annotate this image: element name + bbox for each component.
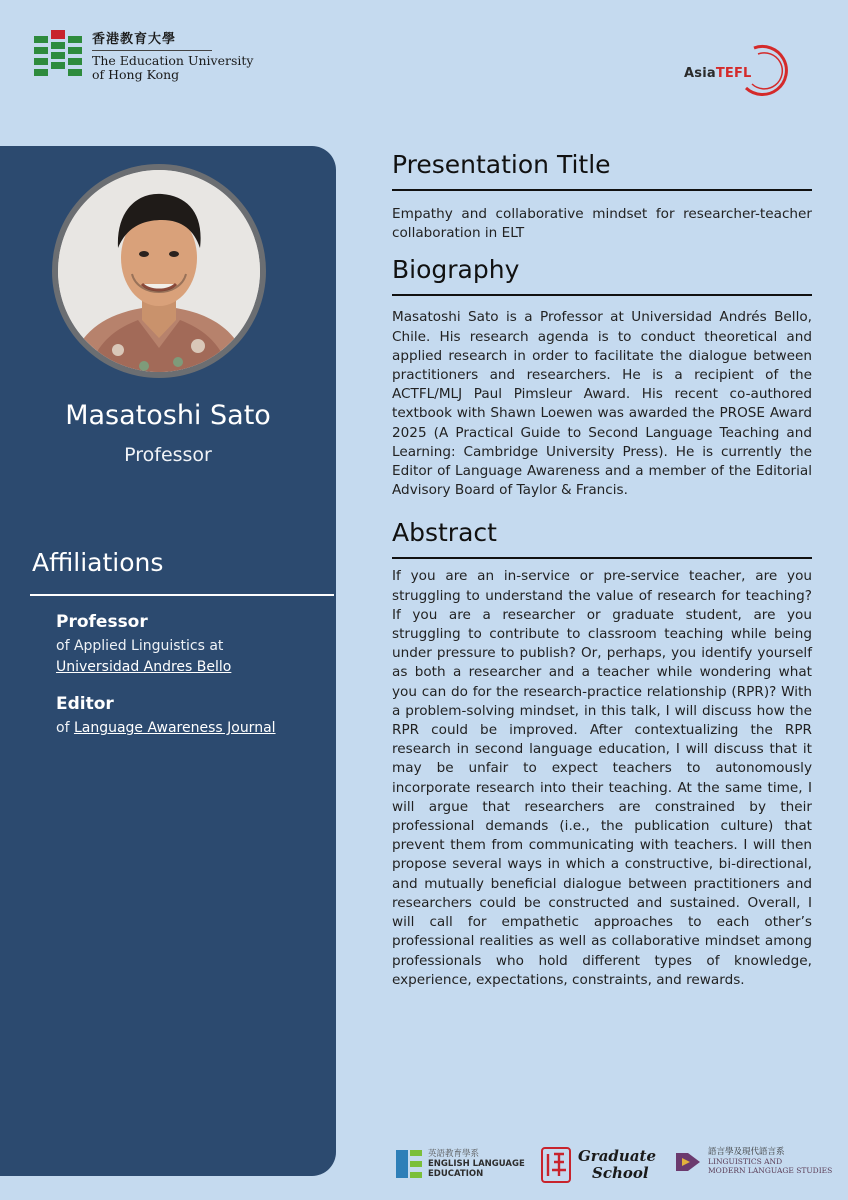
biography-text: Masatoshi Sato is a Professor at Universidad Andrés Bello, Chile. His research agenda is to conduct theoretical and applied research in order to facilitate the dialogue between practitioners and researchers. He is a recipient of the ACTFL/MLJ Paul Pimsleur Award. His recent co-authored textbook with Shawn Loewen was awarded the PROSE Award 2025 (A Practical Guide to Second Language Teaching and Learning: Cambridge University Press). He is currently the Editor of Language Awareness and a member of the Editorial Advisory Board of Taylor & Francis. [392, 309, 812, 499]
asiatefl-asia-text: Asia [684, 66, 716, 81]
lmls-name-line1: LINGUISTICS AND [708, 1157, 783, 1166]
ele-emblem-icon [396, 1148, 424, 1180]
affiliations-divider [30, 594, 334, 596]
abstract-text: If you are an in-service or pre-service teacher, are you struggling to understand the value of research for teaching? If you are a researcher or graduate student, are you struggling to contribute to classroom teaching while being under pressure to publish? Or, perhaps, you identify yourself as both a researcher and a teacher while wondering what you can do for the research-practice relationship (RPR)? With a problem-solving mindset, in this talk, I will discuss how the RPR could be improved. After contextualizing the RPR research in second language education, I will discuss that it may be unfair to expect teachers to autonomously incorporate research into their teaching. At the same time, I will argue that researchers are constrained by their professional demands (i.e., the publication culture) that prevent them from communicating with teachers. I will then propose several ways in which a constructive, bi-directional, and mutually beneficial dialogue between practitioners and researchers could be constructed and sustained. Overall, I will call for empathetic approaches to each other’s professional realities as well as collaborative mindset among professionals who hold different types of knowledge, experience, expectations, constraints, and rewards. [392, 568, 812, 988]
person-portrait-icon [58, 170, 260, 372]
linguistics-department-logo [674, 1148, 832, 1175]
affiliation-title: Professor [56, 612, 148, 632]
speaker-role: Professor [124, 444, 212, 466]
affiliation-prefix: of Applied Linguistics at [56, 638, 224, 654]
lmls-name-line2: MODERN LANGUAGE STUDIES [708, 1166, 833, 1175]
section-divider [392, 189, 812, 191]
university-name-en-line2: of Hong Kong [92, 67, 180, 82]
speaker-name: Masatoshi Sato [65, 400, 271, 431]
lmls-name-zh: 語言學及現代語言系 [708, 1147, 785, 1157]
affiliation-prefix: of [56, 720, 74, 736]
profile-panel [0, 146, 336, 1176]
asiatefl-logo [684, 40, 804, 96]
university-name-en-line1: The Education University [92, 53, 254, 68]
graduate-school-seal-icon [540, 1146, 572, 1184]
school-text: School [592, 1164, 649, 1182]
affiliation-title: Editor [56, 694, 114, 714]
eduhk-logo [32, 28, 253, 82]
lmls-emblem-icon [674, 1149, 702, 1175]
universidad-andres-bello-link[interactable]: Universidad Andres Bello [56, 659, 232, 675]
section-divider [392, 557, 812, 559]
asiatefl-tefl-text: TEFL [715, 66, 752, 81]
abstract-heading: Abstract [392, 518, 497, 548]
main-content [392, 150, 812, 990]
section-divider [392, 294, 812, 296]
english-language-education-logo [396, 1148, 525, 1180]
ele-name-line2: EDUCATION [428, 1169, 484, 1179]
eduhk-emblem-icon [32, 28, 84, 80]
biography-heading: Biography [392, 255, 520, 285]
graduate-text: Graduate [578, 1147, 657, 1165]
presentation-title-text: Empathy and collaborative mindset for researcher-teacher collaboration in ELT [392, 206, 812, 242]
presentation-title-heading: Presentation Title [392, 150, 611, 179]
affiliation-item-editor [56, 694, 276, 739]
university-name-zh: 香港教育大學 [92, 28, 212, 51]
ele-name-zh: 英語教育學系 [428, 1149, 480, 1159]
affiliation-item-professor [56, 612, 231, 678]
graduate-school-logo [540, 1146, 656, 1184]
ele-name-line1: ENGLISH LANGUAGE [428, 1159, 525, 1169]
language-awareness-journal-link[interactable]: Language Awareness Journal [73, 720, 276, 736]
profile-photo [58, 170, 260, 372]
profile-photo-frame [52, 164, 266, 378]
affiliations-heading: Affiliations [32, 548, 164, 577]
